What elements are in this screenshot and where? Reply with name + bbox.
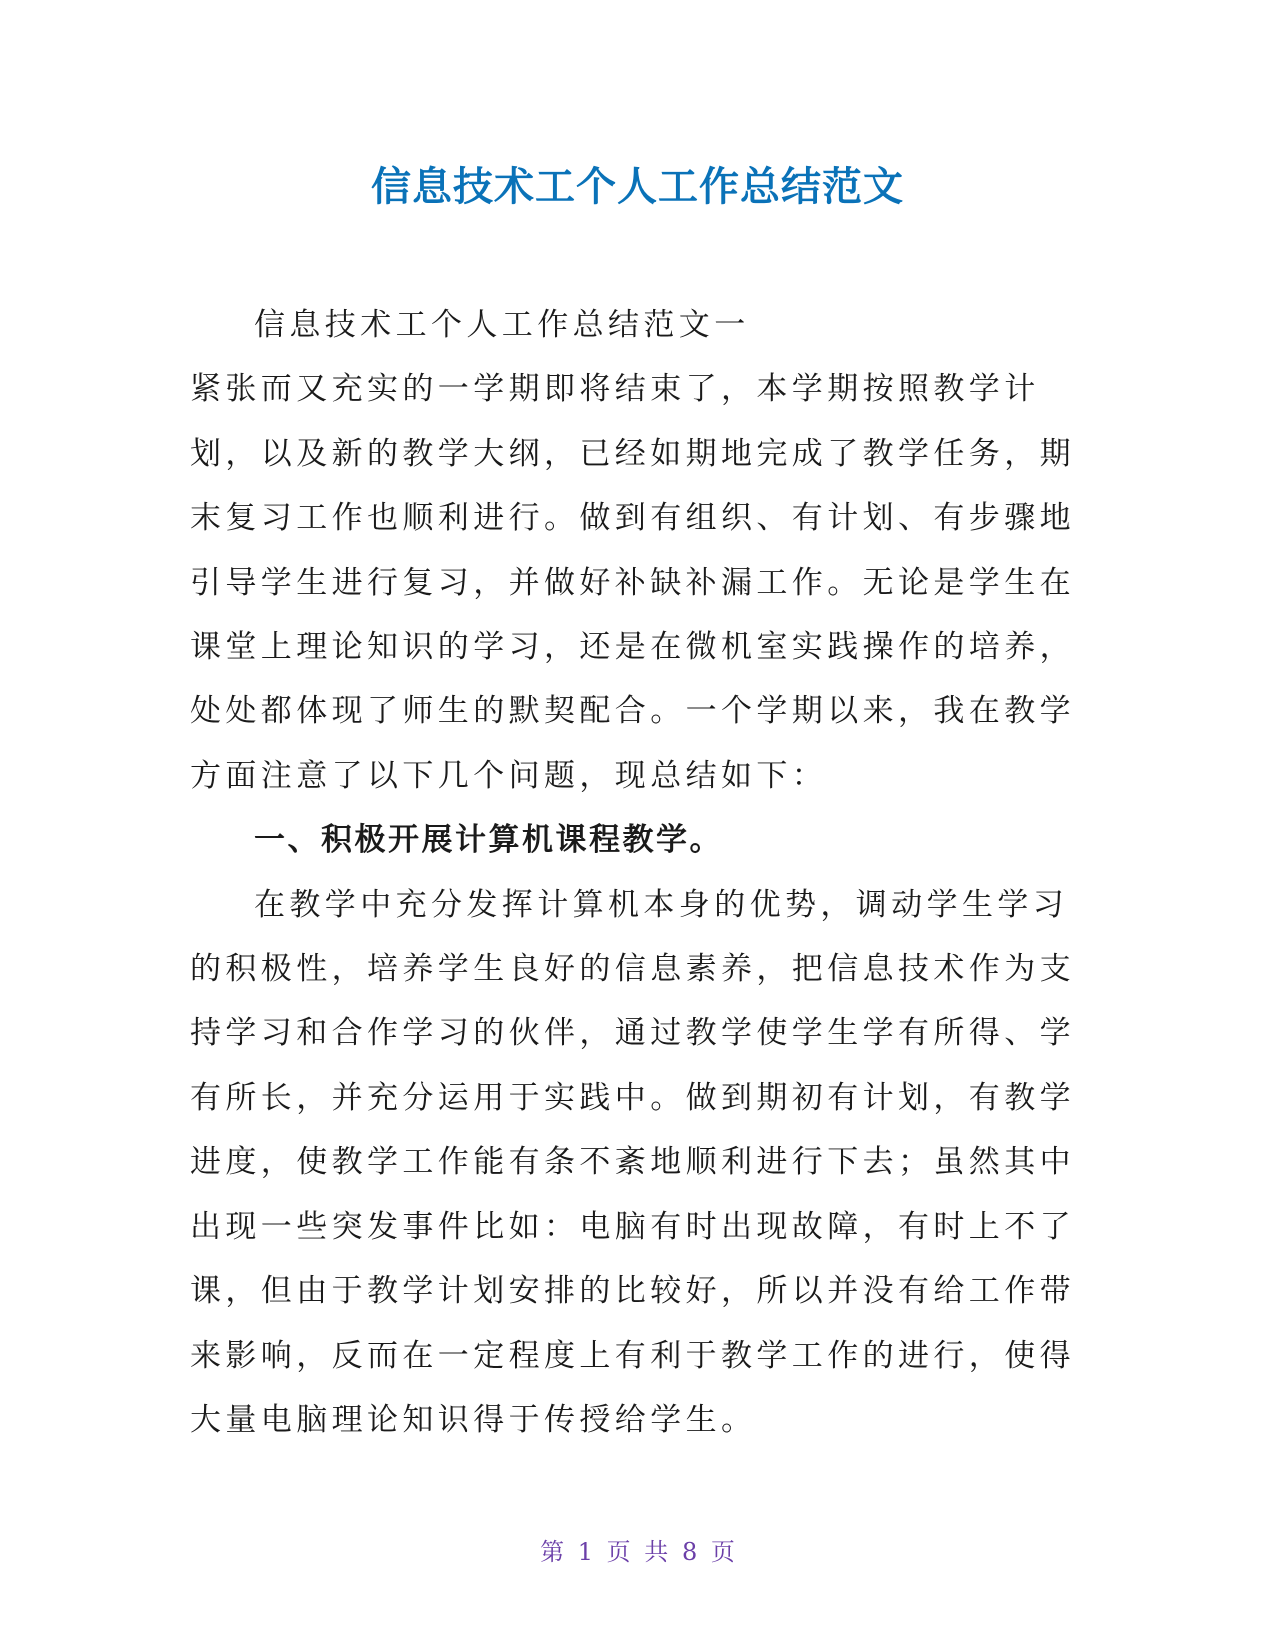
page-number-footer: 第 1 页 共 8 页: [540, 1538, 735, 1566]
paragraph-intro: 紧张而又充实的一学期即将结束了，本学期按照教学计划，以及新的教学大纲，已经如期地完成了教学任务，期末复习工作也顺利进行。做到有组织、有计划、有步骤地引导学生进行复习，并做好补缺补漏工作。无论是学生在课堂上理论知识的学习，还是在微机室实践操作的培养，处处都体现了师生的默契配合。一个学期以来，我在教学方面注意了以下几个问题，现总结如下：: [190, 371, 1075, 794]
document-title: 信息技术工个人工作总结范文: [371, 164, 904, 210]
section-heading: 一、积极开展计算机课程教学。: [254, 822, 723, 859]
document-subtitle: 信息技术工个人工作总结范文一: [254, 307, 750, 343]
paragraph-section-1: 在教学中充分发挥计算机本身的优势，调动学生学习的积极性，培养学生良好的信息素养，把信息技术作为支持学习和合作学习的伙伴，通过教学使学生学有所得、学有所长，并充分运用于实践中。做到期初有计划，有教学进度，使教学工作能有条不紊地顺利进行下去；虽然其中出现一些突发事件比如：电脑有时出现故障，有时上不了课，但由于教学计划安排的比较好，所以并没有给工作带来影响，反而在一定程度上有利于教学工作的进行，使得大量电脑理论知识得于传授给学生。: [190, 886, 1075, 1438]
document-body: [190, 293, 1090, 1452]
